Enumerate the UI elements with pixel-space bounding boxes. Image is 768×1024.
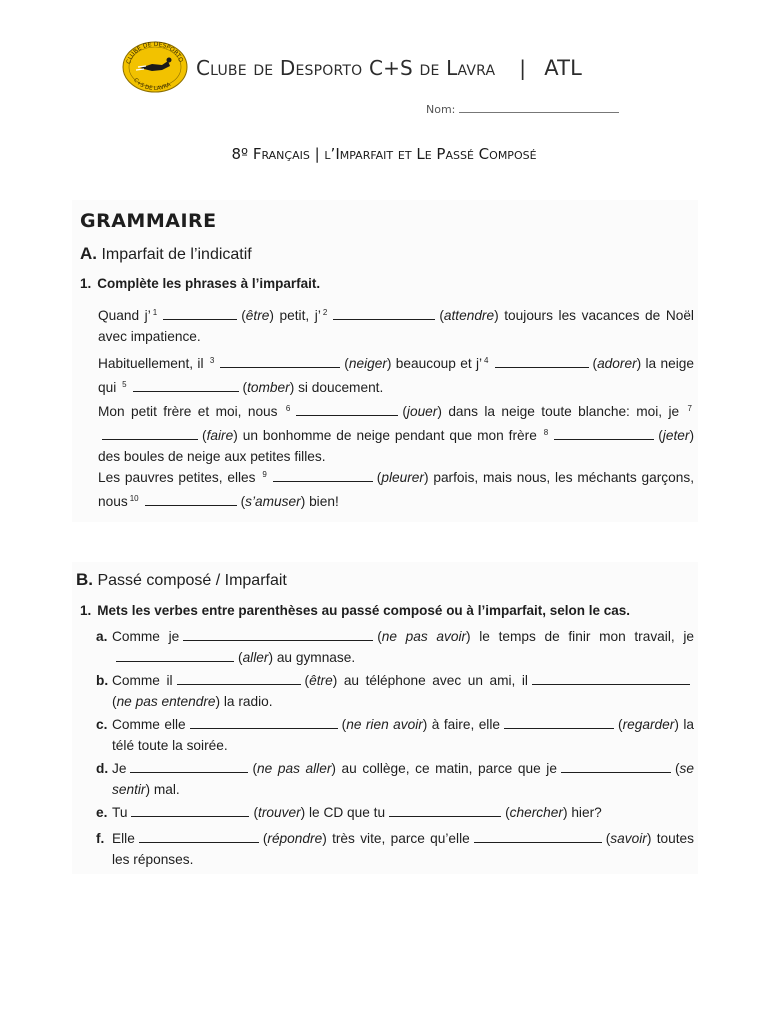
section-heading: GRAMMAIRE <box>80 210 217 232</box>
blank-number: 5 <box>122 380 127 389</box>
exercise-b-item-b: b. Comme il (être) au téléphone avec un ami, il(ne pas entendre) la radio. <box>112 670 694 712</box>
answer-blank[interactable] <box>183 628 373 641</box>
text: au gymnase. <box>276 650 356 665</box>
text: parfois, mais nous, les méchants garçons, nous <box>98 470 695 509</box>
section-a-letter: A. <box>80 244 97 263</box>
verb-hint: trouver <box>258 805 301 820</box>
text: mal. <box>153 782 180 797</box>
exercise-b-item-d: d. Je (ne pas aller) au collège, ce matin, parce que je (se sentir) mal. <box>112 758 694 800</box>
text: la télé toute la soirée. <box>112 717 694 753</box>
answer-blank[interactable] <box>495 355 589 368</box>
text: Mon petit frère et moi, nous <box>98 404 278 419</box>
answer-blank[interactable] <box>116 649 234 662</box>
text: Quand j’ <box>98 308 151 323</box>
verb-hint: répondre <box>267 831 323 846</box>
text: la neige qui <box>98 356 694 395</box>
verb-hint: faire <box>206 428 234 443</box>
text: à faire, elle <box>431 717 501 732</box>
logo-top-text: CLUBE DE DESPORTO <box>125 41 185 65</box>
section-b-instruction <box>80 603 630 618</box>
answer-blank[interactable] <box>163 307 237 320</box>
item-letter: a. <box>96 629 108 644</box>
text: au collège, ce matin, parce que je <box>341 761 557 776</box>
section-b-number: 1. <box>80 603 92 618</box>
club-title <box>196 56 582 80</box>
text: toutes les réponses. <box>112 831 694 867</box>
verb-hint: regarder <box>622 717 675 732</box>
answer-blank[interactable] <box>504 716 614 729</box>
answer-blank[interactable] <box>273 469 373 482</box>
verb-hint: jeter <box>662 428 690 443</box>
exercise-b-item-c: c. Comme elle (ne rien avoir) à faire, elle (regarder) la télé toute la soirée. <box>112 714 694 756</box>
verb-hint: aller <box>242 650 269 665</box>
text: Je <box>112 761 127 776</box>
verb-hint: être <box>309 673 333 688</box>
text: au téléphone avec un ami, il <box>343 673 528 688</box>
document-title: 8º Français | l’Imparfait et Le Passé Composé <box>231 145 537 163</box>
answer-blank[interactable] <box>145 493 237 506</box>
text: Comme elle <box>112 717 186 732</box>
text: un bonhomme de neige pendant que mon frère <box>242 428 537 443</box>
answer-blank[interactable] <box>296 403 398 416</box>
text: si doucement. <box>298 380 384 395</box>
instruction-bold: imparfait <box>485 603 543 618</box>
section-b-title-text: Passé composé / Imparfait <box>97 572 287 589</box>
answer-blank[interactable] <box>133 379 239 392</box>
verb-hint: attendre <box>443 308 495 323</box>
answer-blank[interactable] <box>130 760 248 773</box>
name-label: Nom: <box>426 103 456 116</box>
text: Comme il <box>112 673 173 688</box>
section-b-title <box>76 570 287 590</box>
text: dans la neige toute blanche: moi, je <box>448 404 680 419</box>
text: Comme je <box>112 629 180 644</box>
club-logo <box>122 41 188 93</box>
verb-hint: ne rien avoir <box>346 717 423 732</box>
instruction-text: ou à l’ <box>442 603 486 618</box>
text: Tu <box>112 805 128 820</box>
answer-blank[interactable] <box>190 716 338 729</box>
blank-number: 9 <box>262 470 267 479</box>
text: Les pauvres petites, elles <box>98 470 256 485</box>
text: beaucoup et j’ <box>395 356 483 371</box>
item-letter: f. <box>96 831 105 846</box>
verb-hint: ne pas avoir <box>381 629 467 644</box>
exercise-a-paragraph-4: Les pauvres petites, elles $^9$ (pleurer) parfois, mais nous, les méchants garçons, nous $^{10}$ (s’amuser) bien! <box>98 470 695 509</box>
section-a-instruction <box>80 276 320 291</box>
item-letter: c. <box>96 717 108 732</box>
item-letter: d. <box>96 761 109 776</box>
exercise-a-paragraph-1: Quand j’ $^1$ (être) petit, j’ $^2$ (attendre) toujours les vacances de Noël avec impatience. <box>98 308 694 344</box>
answer-blank[interactable] <box>220 355 340 368</box>
club-name: Clube de Desporto C+S de Lavra <box>196 56 496 80</box>
answer-blank[interactable] <box>389 804 501 817</box>
text: le temps de finir mon travail, je <box>479 629 694 644</box>
answer-blank[interactable] <box>139 830 259 843</box>
exercise-a-paragraph-3: Mon petit frère et moi, nous $^6$ (jouer) dans la neige toute blanche: moi, je $^7$(faire) un bonhomme de neige pendant que mon frère $^8$ (jeter) des boules de neige aux petites filles. <box>98 404 694 464</box>
verb-hint: ne pas aller <box>257 761 332 776</box>
text: très vite, parce qu’elle <box>332 831 470 846</box>
section-b-letter: B. <box>76 570 93 589</box>
text: toujours les vacances de Noël avec impatience. <box>98 308 694 344</box>
answer-blank[interactable] <box>333 307 435 320</box>
verb-hint: adorer <box>597 356 637 371</box>
section-a-title <box>80 244 252 264</box>
exercise-b-item-f: f. Elle (répondre) très vite, parce qu’elle (savoir) toutes les réponses. <box>112 828 694 870</box>
instruction-end: . <box>316 276 321 291</box>
answer-blank[interactable] <box>474 830 602 843</box>
answer-blank[interactable] <box>532 672 690 685</box>
text: petit, j’ <box>279 308 321 323</box>
verb-hint: se sentir <box>112 761 694 797</box>
section-a-title-text: Imparfait de l’indicatif <box>101 246 252 263</box>
answer-blank[interactable] <box>102 427 198 440</box>
text: Elle <box>112 831 135 846</box>
verb-hint: neiger <box>348 356 387 371</box>
section-a-panel <box>72 200 698 522</box>
verb-hint: chercher <box>509 805 563 820</box>
instruction-text: Complète les phrases à l’ <box>97 276 260 291</box>
text: Habituellement, il <box>98 356 204 371</box>
club-separator: | <box>519 56 527 80</box>
text: bien! <box>309 494 339 509</box>
instruction-text: Mets les verbes entre parenthèses au <box>97 603 342 618</box>
blank-number: 6 <box>285 404 291 413</box>
blank-number: 8 <box>543 428 549 437</box>
section-b-panel <box>72 562 698 874</box>
item-letter: b. <box>96 673 109 688</box>
item-letter: e. <box>96 805 108 820</box>
verb-hint: pleurer <box>381 470 424 485</box>
instruction-end: , selon le cas. <box>542 603 631 618</box>
verb-hint: ne pas entendre <box>116 694 216 709</box>
instruction-bold: passé composé <box>341 603 443 618</box>
section-a-number: 1. <box>80 276 92 291</box>
text: hier? <box>571 805 602 820</box>
blank-number: 3 <box>209 356 215 365</box>
instruction-bold: imparfait <box>259 276 317 291</box>
blank-number: 1 <box>152 308 158 317</box>
name-field <box>426 103 619 116</box>
verb-hint: tomber <box>247 380 290 395</box>
answer-blank[interactable] <box>561 760 671 773</box>
text: le CD que tu <box>309 805 386 820</box>
blank-number: 10 <box>129 494 139 503</box>
answer-blank[interactable] <box>554 427 654 440</box>
club-tag: ATL <box>544 56 583 80</box>
verb-hint: savoir <box>610 831 647 846</box>
name-line <box>459 103 619 113</box>
page-header <box>0 0 768 163</box>
verb-hint: jouer <box>406 404 438 419</box>
answer-blank[interactable] <box>177 672 301 685</box>
exercise-a-paragraph-2: Habituellement, il $^3$ (neiger) beaucoup et j’ $^4$ (adorer) la neige qui $^5$ (tomber) si doucement. <box>98 356 694 395</box>
logo-bottom-text: C+S DE LAVRA <box>132 77 172 93</box>
text: des boules de neige aux petites filles. <box>98 449 326 464</box>
answer-blank[interactable] <box>131 804 249 817</box>
blank-number: 7 <box>687 404 692 413</box>
text: la radio. <box>223 694 273 709</box>
blank-number: 2 <box>322 308 328 317</box>
blank-number: 4 <box>484 356 489 365</box>
verb-hint: être <box>245 308 270 323</box>
verb-hint: s’amuser <box>245 494 301 509</box>
exercise-b-item-e: e. Tu (trouver) le CD que tu (chercher) hier? <box>112 802 694 823</box>
exercise-b-item-a: a. Comme je (ne pas avoir) le temps de finir mon travail, je(aller) au gymnase. <box>112 626 694 668</box>
